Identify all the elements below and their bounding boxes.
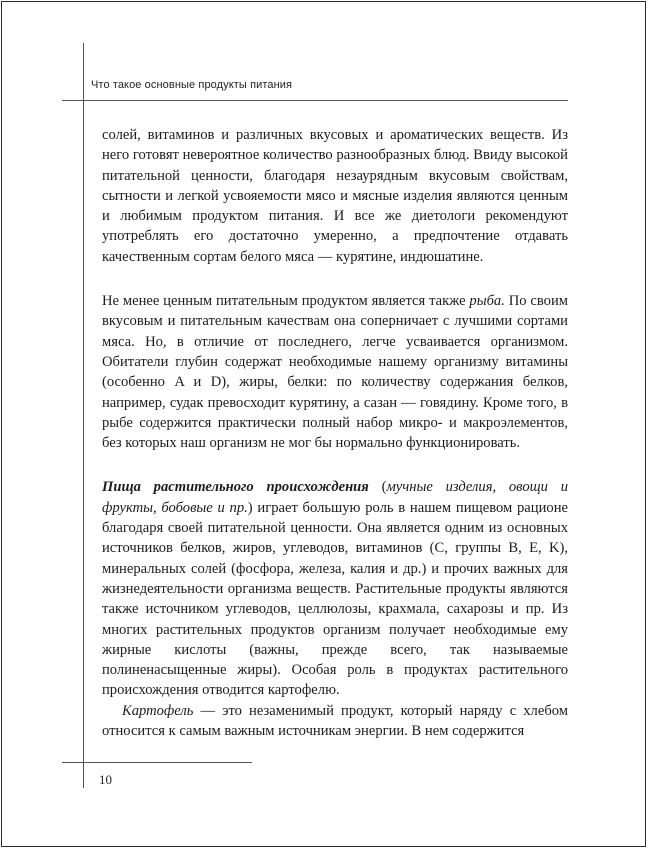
- body-text: [102, 125, 568, 741]
- text-run: По своим вкусовым и питательным качествам она соперничает с лучшими сортами мяса. Но, в отличие от последнего, легче усваивается организмом. Обитатели глубин содержат необходимые нашему организму витамины (особенно A и D), жиры, белки: по количеству содержания белков, например, судак превосходит курятину, а сазан — говядину. Кроме того, в рыбе содержится практически полный набор микро- и макроэлементов, без которых наш организм не мог бы нормально функционировать.: [102, 293, 569, 452]
- italic-examples: мучные изделия, овощи и фрукты, бобовые и пр.: [102, 479, 568, 516]
- text-run: Не менее ценным питательным продуктом является также: [102, 293, 470, 310]
- footer-rule: [62, 762, 252, 763]
- paragraph-fish: [102, 291, 568, 453]
- paragraph-plant-food: [102, 477, 568, 700]
- header-rule: [62, 100, 568, 101]
- paragraph-meat: солей, витаминов и различных вкусовых и ароматических веществ. Из него готовят невероятное количество разнообразных блюд. Ввиду высокой питательной ценности, благодаря незаурядным вкусовым свойствам, сытности и легкой усвояемости мясо и мясные изделия являются ценным и любимым продуктом питания. И все же диетологи рекомендуют употреблять его достаточно умеренно, а предпочтение отдавать качественным сортам белого мяса — курятине, индюшатине.: [102, 127, 568, 265]
- margin-vertical-rule: [83, 43, 84, 788]
- running-title: Что такое основные продукты питания: [91, 79, 293, 91]
- text-run: (: [368, 479, 387, 496]
- italic-term-fish: рыба.: [469, 293, 505, 310]
- paragraph-potato: [102, 701, 568, 742]
- italic-term-potato: Картофель: [122, 702, 194, 719]
- page-number: 10: [99, 772, 112, 787]
- bold-italic-heading: Пища растительного происхождения: [102, 479, 369, 496]
- text-run: — это незаменимый продукт, который наряду с хлебом относится к самым важным источникам энергии. В нем содержится: [102, 702, 568, 740]
- text-run: ) играет большую роль в нашем пищевом рационе благодаря своей питательной ценности. Она является одним из основных источников белков, жиров, углеводов, витаминов (С, группы B, E, K), минеральных солей (фосфора, железа, калия и др.) и прочих важных для жизнедеятельности организма веществ. Растительные продукты являются также источником углеводов, целлюлозы, крахмала, сахарозы и пр. Из многих растительных продуктов организм получает необходимые ему жирные кислоты (важны, прежде всего, так называемые полиненасыщенные жиры). Особая роль в продуктах растительного происхождения отводится картофелю.: [102, 499, 568, 699]
